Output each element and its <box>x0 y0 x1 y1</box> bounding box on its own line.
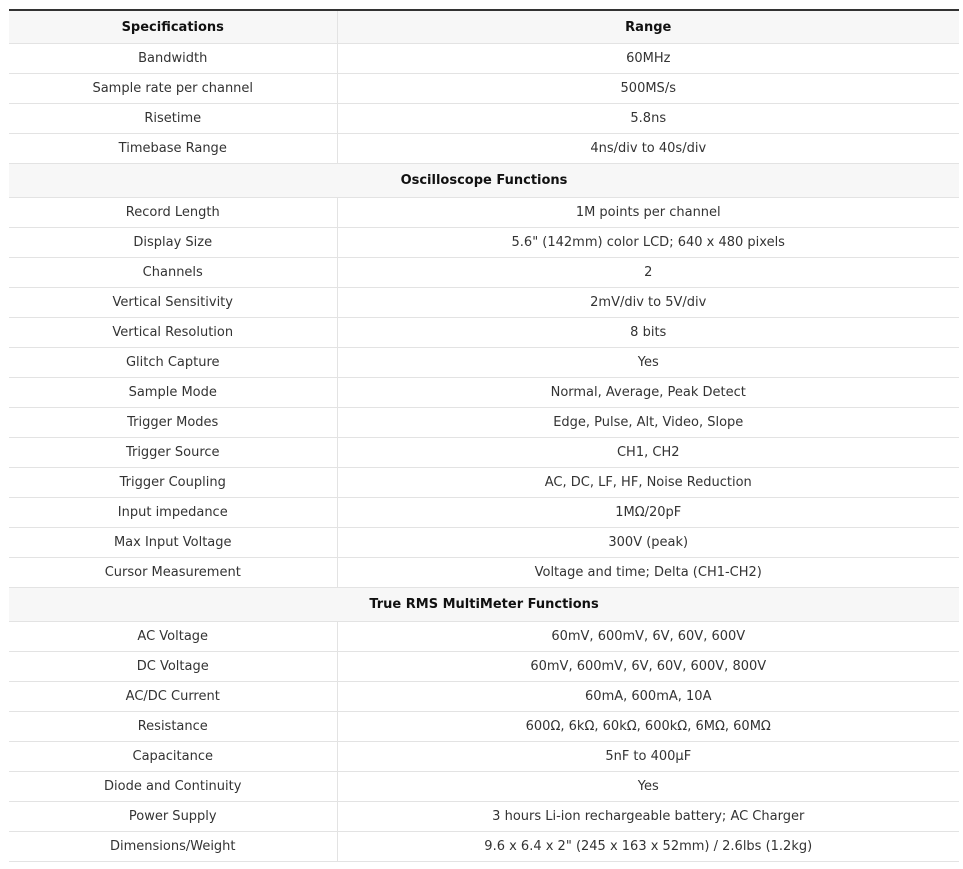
spec-value: 8 bits <box>337 318 959 348</box>
table-row <box>9 558 959 588</box>
table-row <box>9 408 959 438</box>
spec-label: DC Voltage <box>9 652 337 682</box>
table-row <box>9 772 959 802</box>
spec-value: 5.8ns <box>337 104 959 134</box>
spec-value: 60mV, 600mV, 6V, 60V, 600V, 800V <box>337 652 959 682</box>
spec-label: Cursor Measurement <box>9 558 337 588</box>
table-row <box>9 378 959 408</box>
table-row <box>9 528 959 558</box>
spec-value: 9.6 x 6.4 x 2" (245 x 163 x 52mm) / 2.6lbs (1.2kg) <box>337 832 959 862</box>
spec-value: 60MHz <box>337 44 959 74</box>
section-header-row <box>9 588 959 622</box>
spec-value: 5.6" (142mm) color LCD; 640 x 480 pixels <box>337 228 959 258</box>
table-body <box>9 44 959 862</box>
spec-value: 600Ω, 6kΩ, 60kΩ, 600kΩ, 6MΩ, 60MΩ <box>337 712 959 742</box>
spec-value: 5nF to 400µF <box>337 742 959 772</box>
table-row <box>9 832 959 862</box>
spec-value: 2 <box>337 258 959 288</box>
spec-value: 60mA, 600mA, 10A <box>337 682 959 712</box>
spec-value: 500MS/s <box>337 74 959 104</box>
spec-label: Trigger Coupling <box>9 468 337 498</box>
spec-value: 2mV/div to 5V/div <box>337 288 959 318</box>
table-row <box>9 258 959 288</box>
spec-label: Vertical Resolution <box>9 318 337 348</box>
spec-label: Channels <box>9 258 337 288</box>
table-row <box>9 468 959 498</box>
table-row <box>9 682 959 712</box>
spec-label: AC Voltage <box>9 622 337 652</box>
spec-value: Yes <box>337 772 959 802</box>
spec-value: 300V (peak) <box>337 528 959 558</box>
section-header-row <box>9 164 959 198</box>
spec-value: 60mV, 600mV, 6V, 60V, 600V <box>337 622 959 652</box>
spec-label: Diode and Continuity <box>9 772 337 802</box>
spec-label: Trigger Source <box>9 438 337 468</box>
spec-label: Dimensions/Weight <box>9 832 337 862</box>
table-row <box>9 318 959 348</box>
spec-value: Normal, Average, Peak Detect <box>337 378 959 408</box>
table-row <box>9 652 959 682</box>
spec-label: Power Supply <box>9 802 337 832</box>
spec-label: Resistance <box>9 712 337 742</box>
section-title: True RMS MultiMeter Functions <box>9 588 959 622</box>
table-row <box>9 712 959 742</box>
table-row <box>9 802 959 832</box>
spec-label: Capacitance <box>9 742 337 772</box>
table-row <box>9 198 959 228</box>
spec-label: Bandwidth <box>9 44 337 74</box>
header-range: Range <box>337 10 959 44</box>
table-row <box>9 742 959 772</box>
spec-label: Vertical Sensitivity <box>9 288 337 318</box>
table-row <box>9 134 959 164</box>
table-row <box>9 44 959 74</box>
spec-label: Trigger Modes <box>9 408 337 438</box>
specifications-table <box>9 9 959 862</box>
spec-value: 4ns/div to 40s/div <box>337 134 959 164</box>
spec-value: Voltage and time; Delta (CH1-CH2) <box>337 558 959 588</box>
table-row <box>9 622 959 652</box>
spec-value: CH1, CH2 <box>337 438 959 468</box>
spec-value: Edge, Pulse, Alt, Video, Slope <box>337 408 959 438</box>
spec-value: Yes <box>337 348 959 378</box>
table-row <box>9 348 959 378</box>
table-row <box>9 74 959 104</box>
spec-label: Sample Mode <box>9 378 337 408</box>
spec-label: Timebase Range <box>9 134 337 164</box>
table-row <box>9 228 959 258</box>
table-row <box>9 438 959 468</box>
table-row <box>9 498 959 528</box>
spec-label: Risetime <box>9 104 337 134</box>
spec-label: Record Length <box>9 198 337 228</box>
spec-label: Glitch Capture <box>9 348 337 378</box>
section-title: Oscilloscope Functions <box>9 164 959 198</box>
spec-label: Sample rate per channel <box>9 74 337 104</box>
table-header-row <box>9 10 959 44</box>
header-specifications: Specifications <box>9 10 337 44</box>
spec-label: Max Input Voltage <box>9 528 337 558</box>
spec-value: AC, DC, LF, HF, Noise Reduction <box>337 468 959 498</box>
spec-label: Input impedance <box>9 498 337 528</box>
table-row <box>9 104 959 134</box>
spec-label: AC/DC Current <box>9 682 337 712</box>
table-row <box>9 288 959 318</box>
spec-value: 1M points per channel <box>337 198 959 228</box>
spec-label: Display Size <box>9 228 337 258</box>
spec-value: 3 hours Li-ion rechargeable battery; AC Charger <box>337 802 959 832</box>
spec-value: 1MΩ/20pF <box>337 498 959 528</box>
